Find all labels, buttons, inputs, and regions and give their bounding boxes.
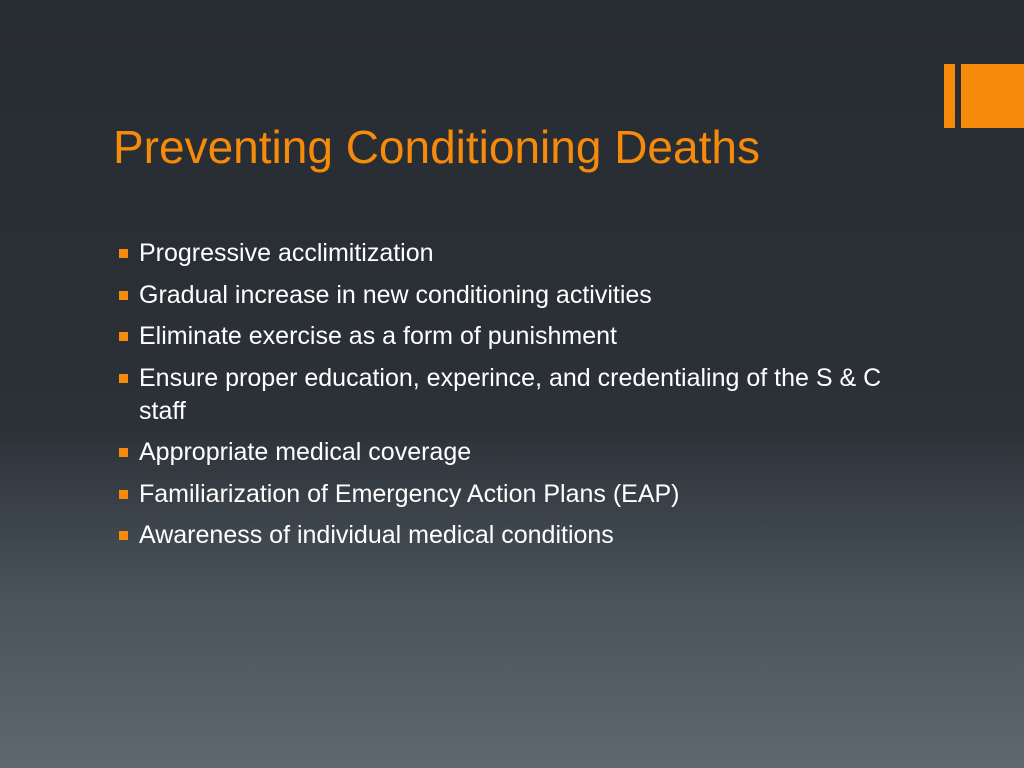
- bullet-item: [118, 362, 918, 428]
- bullet-item: [118, 237, 918, 270]
- square-bullet-icon: [119, 531, 128, 540]
- bullet-item: [118, 320, 918, 353]
- bullet-text: Progressive acclimitization: [139, 239, 434, 267]
- square-bullet-icon: [119, 332, 128, 341]
- slide-title: Preventing Conditioning Deaths: [113, 121, 760, 173]
- square-bullet-icon: [119, 490, 128, 499]
- bullet-item: [118, 519, 918, 552]
- bullet-list: [118, 237, 918, 561]
- accent-bar-thin: [944, 64, 955, 128]
- bullet-item: [118, 436, 918, 469]
- square-bullet-icon: [119, 374, 128, 383]
- bullet-item: [118, 478, 918, 511]
- square-bullet-icon: [119, 291, 128, 300]
- square-bullet-icon: [119, 448, 128, 457]
- bullet-item: [118, 279, 918, 312]
- bullet-text: Appropriate medical coverage: [139, 438, 472, 466]
- bullet-text: Gradual increase in new conditioning activities: [139, 280, 652, 309]
- square-bullet-icon: [119, 249, 128, 258]
- accent-bar-thick: [961, 64, 1024, 128]
- bullet-text: Eliminate exercise as a form of punishment: [139, 322, 617, 350]
- bullet-text: Ensure proper education, experince, and credentialing of the S & C staff: [139, 363, 882, 425]
- bullet-text: Familiarization of Emergency Action Plans (EAP): [139, 479, 680, 508]
- bullet-text: Awareness of individual medical conditions: [139, 521, 614, 549]
